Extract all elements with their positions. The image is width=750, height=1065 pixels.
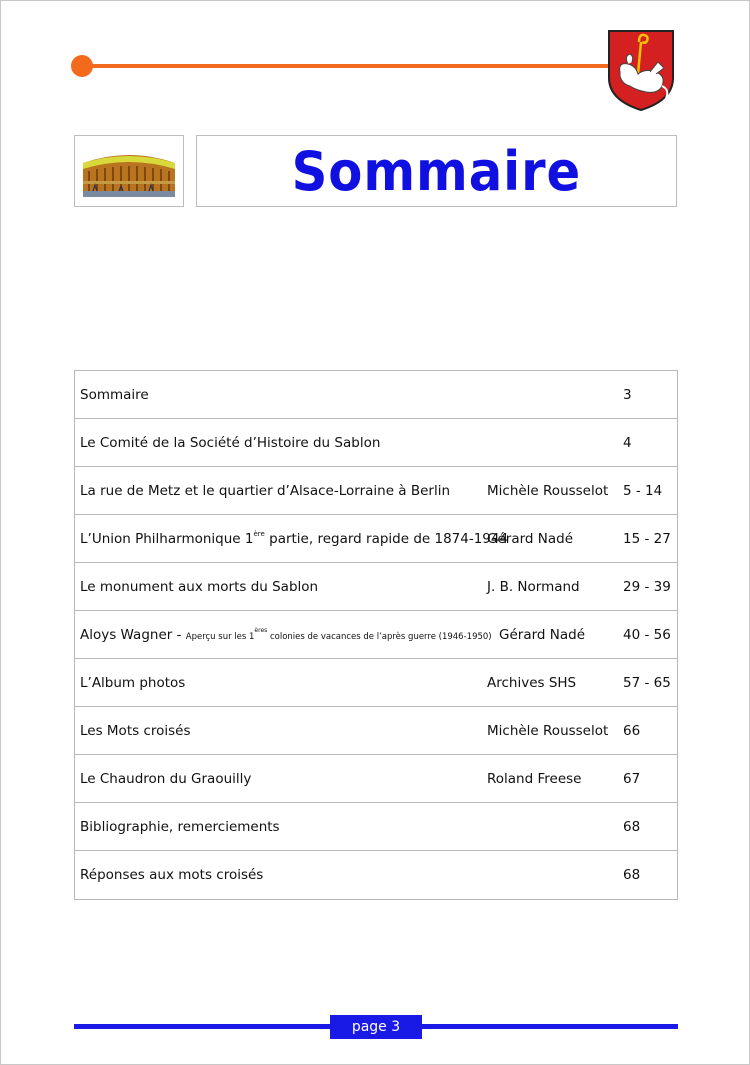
toc-title: Le monument aux morts du Sablon xyxy=(80,579,319,595)
toc-title: Réponses aux mots croisés xyxy=(80,867,264,883)
toc-row xyxy=(75,659,677,707)
toc-author: Roland Freese xyxy=(487,771,582,787)
toc-title xyxy=(80,611,492,661)
toc-author: Gérard Nadé xyxy=(487,531,574,547)
toc-row xyxy=(75,419,677,467)
toc-author: Gérard Nadé xyxy=(499,627,586,643)
toc-title: La rue de Metz et le quartier d’Alsace-Lorraine à Berlin xyxy=(80,483,451,499)
toc-row xyxy=(75,515,677,563)
toc-subtitle: Aperçu sur les 1 xyxy=(185,632,255,642)
toc-author: Michèle Rousselot xyxy=(487,483,609,499)
toc-pages: 68 xyxy=(623,819,641,835)
toc-pages: 68 xyxy=(623,867,641,883)
toc-row xyxy=(75,611,677,659)
toc-row xyxy=(75,563,677,611)
amphitheatre-painting-icon xyxy=(79,141,179,201)
toc-title: Le Comité de la Société d’Histoire du Sablon xyxy=(80,435,381,451)
amphitheatre-photo xyxy=(74,135,184,207)
toc-pages: 57 - 65 xyxy=(623,675,671,691)
toc-author: Archives SHS xyxy=(487,675,577,691)
toc-title xyxy=(80,515,508,563)
page-title: Sommaire xyxy=(291,139,582,203)
dragon-coat-of-arms-icon xyxy=(606,28,676,112)
table-of-contents xyxy=(74,370,678,900)
toc-pages: 66 xyxy=(623,723,641,739)
toc-row xyxy=(75,755,677,803)
toc-title: L’Album photos xyxy=(80,675,186,691)
toc-pages: 5 - 14 xyxy=(623,483,663,499)
toc-row xyxy=(75,851,677,899)
title-box xyxy=(196,135,677,207)
page-number-tab xyxy=(330,1015,422,1039)
toc-row xyxy=(75,803,677,851)
toc-pages: 15 - 27 xyxy=(623,531,671,547)
toc-row xyxy=(75,371,677,419)
toc-title-part: Aloys Wagner - xyxy=(80,627,186,643)
toc-title: Bibliographie, remerciements xyxy=(80,819,280,835)
toc-title: Les Mots croisés xyxy=(80,723,191,739)
toc-subtitle: colonies de vacances de l’après guerre (1946-1950) xyxy=(267,632,492,642)
toc-title-part: L’Union Philharmonique 1 xyxy=(80,531,254,547)
toc-author: J. B. Normand xyxy=(487,579,580,595)
page-number: page 3 xyxy=(351,1019,401,1035)
toc-row xyxy=(75,707,677,755)
toc-title: Le Chaudron du Graouilly xyxy=(80,771,252,787)
toc-title: Sommaire xyxy=(80,387,149,403)
orange-header-rule xyxy=(82,64,608,68)
toc-title-superscript: ères xyxy=(254,627,268,634)
toc-row xyxy=(75,467,677,515)
toc-pages: 29 - 39 xyxy=(623,579,671,595)
toc-title-part: partie, regard rapide de 1874-1944 xyxy=(264,531,509,547)
toc-author: Michèle Rousselot xyxy=(487,723,609,739)
toc-pages: 67 xyxy=(623,771,641,787)
toc-pages: 3 xyxy=(623,387,632,403)
toc-title-superscript: ère xyxy=(253,530,265,538)
toc-pages: 4 xyxy=(623,435,632,451)
toc-pages: 40 - 56 xyxy=(623,627,671,643)
